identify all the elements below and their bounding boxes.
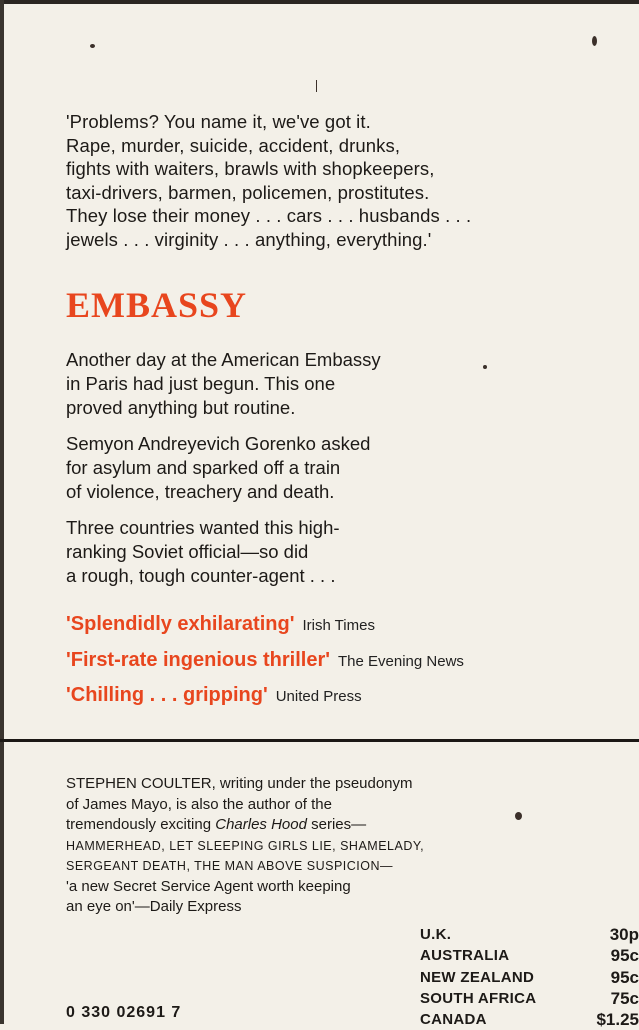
- paper-speck: [316, 80, 317, 92]
- price-row: [420, 988, 639, 1009]
- price-amount: $1.25: [596, 1010, 639, 1030]
- quote-line: They lose their money . . . cars . . . husbands . . .: [66, 205, 472, 227]
- review-source: United Press: [275, 688, 362, 705]
- quote-line: jewels . . . virginity . . . anything, everything.': [66, 228, 432, 250]
- bio-source: Daily Express: [149, 898, 242, 915]
- bio-titles-line: SERGEANT DEATH, THE MAN ABOVE SUSPICION—: [66, 859, 394, 873]
- blurb-paragraph-3: [66, 516, 586, 589]
- section-divider: [0, 739, 639, 742]
- review-quote: [66, 613, 375, 636]
- blurb-line: Three countries wanted this high-: [66, 517, 340, 538]
- author-bio: [66, 774, 586, 918]
- price-country: CANADA: [420, 1011, 487, 1029]
- review-quote: [66, 684, 362, 707]
- book-title: EMBASSY: [66, 285, 248, 325]
- bio-line: [66, 897, 586, 918]
- blurb-line: Semyon Andreyevich Gorenko asked: [66, 433, 371, 454]
- quote-line: Rape, murder, suicide, accident, drunks,: [66, 134, 401, 156]
- review-quote: [66, 649, 464, 672]
- review-text: 'Chilling . . . gripping': [66, 684, 268, 706]
- blurb-line: ranking Soviet official—so did: [66, 541, 309, 563]
- opening-quote: [66, 110, 586, 252]
- paper-speck: [90, 44, 95, 48]
- bio-titles-line: HAMMERHEAD, LET SLEEPING GIRLS LIE, SHAMELADY,: [66, 838, 425, 853]
- price-country: AUSTRALIA: [420, 947, 510, 965]
- isbn-number: 0 330 02691 7: [66, 1004, 182, 1021]
- price-row: [420, 924, 639, 945]
- review-text: 'Splendidly exhilarating': [66, 613, 295, 635]
- cover-left-edge: [0, 0, 4, 1024]
- review-text: 'First-rate ingenious thriller': [66, 649, 330, 671]
- price-country: U.K.: [420, 926, 452, 943]
- price-amount: 95c: [610, 967, 639, 987]
- price-row: [420, 967, 639, 988]
- review-source: The Evening News: [338, 653, 464, 670]
- blurb-line: of violence, treachery and death.: [66, 481, 335, 503]
- price-row: [420, 1009, 639, 1030]
- bio-text: an eye on'—: [66, 898, 150, 915]
- series-name: Charles Hood: [215, 816, 307, 833]
- cover-top-edge: [0, 0, 639, 4]
- quote-line: fights with waiters, brawls with shopkeepers,: [66, 158, 435, 180]
- blurb-line: in Paris had just begun. This one: [66, 373, 336, 395]
- review-source: Irish Times: [302, 617, 375, 634]
- blurb-line: for asylum and sparked off a train: [66, 457, 341, 479]
- bio-text: series—: [306, 816, 367, 833]
- bio-line: 'a new Secret Service Agent worth keeping: [66, 877, 351, 895]
- price-amount: 30p: [609, 925, 639, 944]
- blurb-paragraph-1: [66, 348, 586, 421]
- price-country: SOUTH AFRICA: [420, 989, 537, 1007]
- blurb-paragraph-2: [66, 432, 586, 505]
- price-row: [420, 945, 639, 966]
- quote-line: 'Problems? You name it, we've got it.: [66, 111, 371, 132]
- paper-speck: [592, 36, 597, 46]
- price-country: NEW ZEALAND: [420, 968, 535, 986]
- blurb-line: proved anything but routine.: [66, 397, 296, 419]
- price-list: [420, 924, 639, 1030]
- bio-line: of James Mayo, is also the author of the: [66, 795, 332, 813]
- bio-line: [66, 815, 586, 836]
- bio-line: STEPHEN COULTER, writing under the pseudonym: [66, 775, 413, 792]
- quote-line: taxi-drivers, barmen, policemen, prostitutes.: [66, 181, 430, 203]
- price-amount: 95c: [610, 946, 639, 966]
- blurb-line: a rough, tough counter-agent . . .: [66, 565, 336, 587]
- price-amount: 75c: [610, 988, 639, 1008]
- bio-text: tremendously exciting: [66, 816, 216, 833]
- blurb-line: Another day at the American Embassy: [66, 349, 381, 370]
